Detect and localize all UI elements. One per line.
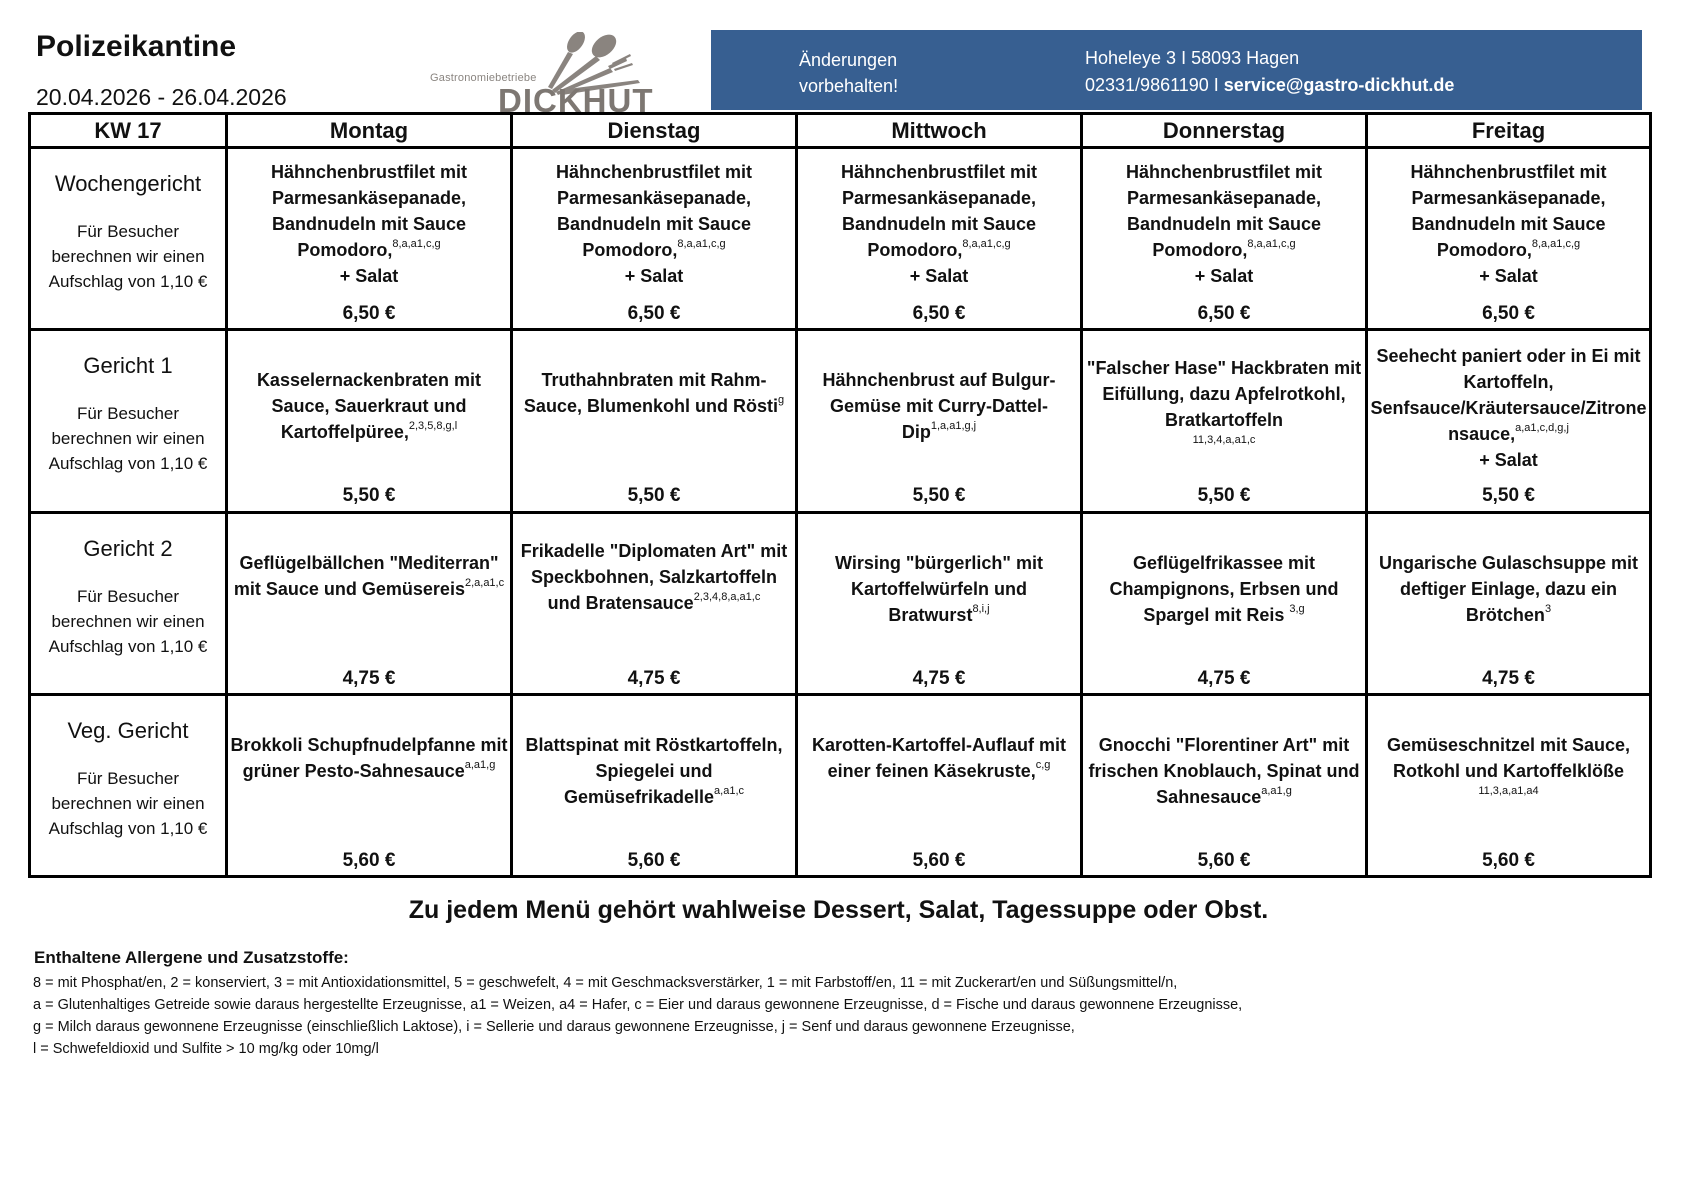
dish-name: Karotten-Kartoffel-Auflauf mit einer feinen Käsekruste, <box>812 734 1066 781</box>
side-salad: + Salat <box>339 266 399 286</box>
visitor-line: Für Besucher <box>76 404 180 424</box>
menu-cell <box>512 148 797 330</box>
dish-name: Truthahnbraten mit Rahm-Sauce, Blumenkohl und Rösti <box>523 370 778 417</box>
visitor-line: berechnen wir einen <box>51 429 205 449</box>
menu-cell <box>1367 330 1651 512</box>
dish-block <box>1083 331 1365 507</box>
contact-banner <box>711 30 1642 110</box>
menu-cell <box>227 694 512 876</box>
menu-cell <box>1367 694 1651 876</box>
allergen-codes: 8,a,a1,c,g <box>677 238 726 250</box>
logo-brand: DICKHUT <box>498 82 654 119</box>
company-logo <box>428 32 654 119</box>
allergen-codes: a,a1,g <box>464 758 496 771</box>
allergen-line: 8 = mit Phosphat/en, 2 = konserviert, 3 = mit Antioxidationsmittel, 5 = geschwefelt, 4 = mit Geschmacksverstärker, 1 = mit Farbstoff/en, 11 = mit Zuckerart/en und Süßungsmittel/n, <box>33 975 1178 991</box>
day-header: Dienstag <box>512 114 797 148</box>
price: 4,75 € <box>1482 667 1535 689</box>
allergen-codes: 2,a,a1,c <box>464 576 505 589</box>
price: 4,75 € <box>342 667 396 689</box>
phone-email-line <box>1085 72 1454 99</box>
changes-notice <box>799 47 898 99</box>
menu-cell <box>797 148 1082 330</box>
dish-name: Geflügelfrikassee mit Champignons, Erbsen und Spargel mit Reis <box>1109 552 1339 625</box>
dish-block <box>1368 331 1649 507</box>
menu-cell <box>1082 512 1367 694</box>
menu-cell <box>227 148 512 330</box>
dish-block <box>228 149 510 325</box>
contact-info <box>1085 45 1454 99</box>
visitor-line: Aufschlag von 1,10 € <box>48 454 208 474</box>
menu-cell <box>797 330 1082 512</box>
row-label-block <box>31 171 225 350</box>
row-header <box>30 330 227 512</box>
allergen-codes: a,a1,c,d,g,j <box>1515 422 1569 435</box>
allergen-codes: 8,i,j <box>972 602 990 615</box>
dish-description <box>1085 159 1363 289</box>
menu-cell <box>797 694 1082 876</box>
dish-description <box>1370 159 1647 289</box>
allergen-codes: a,a1,g <box>1261 784 1292 797</box>
page-title: Polizeikantine <box>36 30 237 63</box>
menu-cell <box>1082 148 1367 330</box>
row-label-block <box>31 536 225 715</box>
price: 5,60 € <box>1197 849 1251 871</box>
dish-block <box>513 514 795 690</box>
row-header <box>30 148 227 330</box>
menu-cell <box>512 512 797 694</box>
date-range: 20.04.2026 - 26.04.2026 <box>36 84 287 110</box>
price: 6,50 € <box>342 303 396 324</box>
dish-description <box>230 367 508 445</box>
price: 5,50 € <box>912 485 966 507</box>
allergen-codes: 8,a,a1,c,g <box>962 238 1011 250</box>
side-salad: + Salat <box>624 266 684 286</box>
allergen-line: l = Schwefeldioxid und Sulfite > 10 mg/kg oder 10mg/l <box>33 1041 379 1057</box>
visitor-surcharge-note <box>31 401 225 476</box>
allergen-legend <box>33 972 1643 1060</box>
logo-subtitle: Gastronomiebetriebe <box>430 72 537 84</box>
dish-name: "Falscher Hase" Hackbraten mit Eifüllung, dazu Apfelrotkohl, Bratkartoffeln <box>1086 358 1362 431</box>
price: 4,75 € <box>1197 667 1251 689</box>
dish-name: Geflügelbällchen "Mediterran" mit Sauce und Gemüsereis <box>233 552 499 599</box>
price: 6,50 € <box>912 303 966 324</box>
row-name: Gericht 2 <box>83 535 173 561</box>
address: Hoheleye 3 I 58093 Hagen <box>1085 48 1300 68</box>
row-label-block <box>31 718 225 897</box>
dish-description <box>230 550 508 602</box>
price: 5,50 € <box>627 485 681 507</box>
dish-block <box>1368 514 1649 690</box>
price: 5,60 € <box>1482 849 1535 871</box>
dish-name: Seehecht paniert oder in Ei mit Kartoffeln, Senfsauce/Kräutersauce/Zitronensauce, <box>1370 346 1647 445</box>
dish-name: Hähnchenbrust auf Bulgur-Gemüse mit Curry-Dattel-Dip <box>822 370 1056 443</box>
dish-description <box>1085 550 1363 628</box>
menu-cell <box>227 330 512 512</box>
allergen-codes: 2,3,4,8,a,a1,c <box>693 590 761 603</box>
dish-name: Kasselernackenbraten mit Sauce, Sauerkraut und Kartoffelpüree, <box>256 370 482 443</box>
allergen-codes: 3 <box>1544 602 1552 615</box>
dish-description <box>800 550 1078 628</box>
row-name: Gericht 1 <box>83 353 173 379</box>
visitor-line: Aufschlag von 1,10 € <box>48 818 208 838</box>
dish-description <box>515 538 793 616</box>
day-header: Donnerstag <box>1082 114 1367 148</box>
allergen-codes: 11,3,a,a1,a4 <box>1478 784 1539 797</box>
visitor-surcharge-note <box>31 219 225 294</box>
dish-name: Hähnchenbrustfilet mit Parmesankäsepanade, Bandnudeln mit Sauce Pomodoro, <box>1410 162 1607 260</box>
menu-cell <box>797 512 1082 694</box>
dish-description <box>800 367 1078 445</box>
dish-name: Hähnchenbrustfilet mit Parmesankäsepanade, Bandnudeln mit Sauce Pomodoro, <box>270 162 467 260</box>
day-header: Freitag <box>1367 114 1651 148</box>
table-row <box>30 148 1651 330</box>
menu-table <box>28 112 1652 878</box>
allergen-codes: 3,g <box>1289 602 1305 615</box>
menu-included-note: Zu jedem Menü gehört wahlweise Dessert, Salat, Tagessuppe oder Obst. <box>408 896 1269 924</box>
table-row <box>30 512 1651 694</box>
visitor-line: berechnen wir einen <box>51 247 205 266</box>
side-salad: + Salat <box>1479 450 1538 471</box>
day-header: Mittwoch <box>797 114 1082 148</box>
visitor-line: Für Besucher <box>76 768 180 788</box>
row-name: Wochengericht <box>54 171 202 196</box>
allergen-codes: 8,a,a1,c,g <box>1247 238 1296 250</box>
allergen-codes: a,a1,c <box>714 784 745 797</box>
dish-name: Wirsing "bürgerlich" mit Kartoffelwürfeln und Bratwurst <box>835 552 1043 625</box>
allergen-codes: 8,a,a1,c,g <box>392 238 441 250</box>
dish-description <box>230 159 508 289</box>
price: 6,50 € <box>1482 303 1535 324</box>
dish-name: Gemüseschnitzel mit Sauce, Rotkohl und Kartoffelklöße <box>1386 734 1631 781</box>
dish-description <box>515 159 793 289</box>
dish-name: Hähnchenbrustfilet mit Parmesankäsepanade, Bandnudeln mit Sauce Pomodoro, <box>840 162 1037 260</box>
menu-cell <box>1082 694 1367 876</box>
price: 5,60 € <box>342 849 396 871</box>
dish-block <box>1368 149 1649 325</box>
visitor-line: Aufschlag von 1,10 € <box>48 636 208 656</box>
price: 4,75 € <box>627 667 681 689</box>
dish-name: Hähnchenbrustfilet mit Parmesankäsepanade, Bandnudeln mit Sauce Pomodoro, <box>555 162 752 260</box>
dish-description <box>1370 343 1647 473</box>
row-header <box>30 694 227 876</box>
dish-description <box>1370 550 1647 628</box>
dish-name: Blattspinat mit Röstkartoffeln, Spiegelei und Gemüsefrikadelle <box>525 734 783 807</box>
dish-block <box>513 331 795 507</box>
dish-name: Frikadelle "Diplomaten Art" mit Speckbohnen, Salzkartoffeln und Bratensauce <box>520 540 788 613</box>
visitor-line: Für Besucher <box>76 586 180 606</box>
dish-description <box>800 732 1078 784</box>
dish-block <box>513 149 795 325</box>
allergen-codes: 1,a,a1,g,j <box>930 420 977 433</box>
phone: 02331/9861190 I <box>1085 75 1224 95</box>
dish-description <box>515 367 793 419</box>
menu-cell <box>1367 512 1651 694</box>
dish-description <box>1085 732 1363 810</box>
side-salad: + Salat <box>1194 266 1254 286</box>
notice-line: vorbehalten! <box>799 76 899 96</box>
price: 4,75 € <box>912 667 966 689</box>
day-header: Montag <box>227 114 512 148</box>
dish-description <box>1370 732 1647 798</box>
price: 5,50 € <box>342 485 396 507</box>
table-row <box>30 330 1651 512</box>
price: 6,50 € <box>1197 303 1251 324</box>
dish-block <box>798 514 1080 690</box>
dish-block <box>798 149 1080 325</box>
table-row <box>30 694 1651 876</box>
visitor-surcharge-note <box>31 766 225 841</box>
visitor-line: Aufschlag von 1,10 € <box>48 272 208 291</box>
visitor-line: Für Besucher <box>76 222 180 241</box>
dish-description <box>1085 355 1363 447</box>
allergen-codes: 2,3,5,8,g,l <box>408 420 458 433</box>
allergen-line: g = Milch daraus gewonnene Erzeugnisse (einschließlich Laktose), i = Sellerie und daraus gewonnene Erzeugnisse, j = Senf und daraus gewonnene Erzeugnisse, <box>33 1019 1075 1035</box>
dish-block <box>228 331 510 507</box>
menu-cell <box>1367 148 1651 330</box>
dish-block <box>1368 696 1649 872</box>
allergen-codes: g <box>777 394 785 407</box>
visitor-line: berechnen wir einen <box>51 611 205 631</box>
price: 5,50 € <box>1197 485 1251 507</box>
allergen-codes: 11,3,4,a,a1,c <box>1192 434 1256 447</box>
dish-description <box>515 732 793 810</box>
menu-body <box>30 148 1651 877</box>
menu-cell <box>512 330 797 512</box>
dish-block <box>798 331 1080 507</box>
allergen-line: a = Glutenhaltiges Getreide sowie daraus hergestellte Erzeugnisse, a1 = Weizen, a4 = Hafer, c = Eier und daraus gewonnene Erzeugnisse, d = Fische und daraus gewonnene Erzeugnisse, <box>33 997 1243 1013</box>
dish-block <box>513 696 795 872</box>
dish-block <box>228 696 510 872</box>
dish-block <box>1083 149 1365 325</box>
side-salad: + Salat <box>1479 266 1538 286</box>
menu-cell <box>512 694 797 876</box>
allergen-codes: 8,a,a1,c,g <box>1531 238 1581 250</box>
dish-block <box>798 696 1080 872</box>
menu-cell <box>227 512 512 694</box>
dish-block <box>1083 514 1365 690</box>
dish-description <box>800 159 1078 289</box>
price: 5,60 € <box>912 849 966 871</box>
dish-block <box>228 514 510 690</box>
dish-name: Hähnchenbrustfilet mit Parmesankäsepanade, Bandnudeln mit Sauce Pomodoro, <box>1125 162 1322 260</box>
side-salad: + Salat <box>909 266 969 286</box>
visitor-line: berechnen wir einen <box>51 793 205 813</box>
allergen-title: Enthaltene Allergene und Zusatzstoffe: <box>34 948 349 967</box>
dish-description <box>230 732 508 784</box>
price: 5,60 € <box>627 849 681 871</box>
table-header-row <box>30 114 1651 148</box>
visitor-surcharge-note <box>31 584 225 659</box>
row-label-block <box>31 353 225 532</box>
notice-line: Änderungen <box>799 50 898 70</box>
dish-name: Ungarische Gulaschsuppe mit deftiger Einlage, dazu ein Brötchen <box>1378 552 1639 625</box>
row-name: Veg. Gericht <box>67 717 189 743</box>
row-header <box>30 512 227 694</box>
menu-cell <box>1082 330 1367 512</box>
allergen-codes: c,g <box>1035 758 1051 771</box>
dish-name: Gnocchi "Florentiner Art" mit frischen Knoblauch, Spinat und Sahnesauce <box>1088 734 1360 807</box>
price: 6,50 € <box>627 303 681 324</box>
email-link[interactable]: service@gastro-dickhut.de <box>1223 75 1455 95</box>
dish-block <box>1083 696 1365 872</box>
dish-name: Brokkoli Schupfnudelpfanne mit grüner Pesto-Sahnesauce <box>230 734 508 781</box>
week-label: KW 17 <box>30 114 227 148</box>
price: 5,50 € <box>1482 485 1535 507</box>
